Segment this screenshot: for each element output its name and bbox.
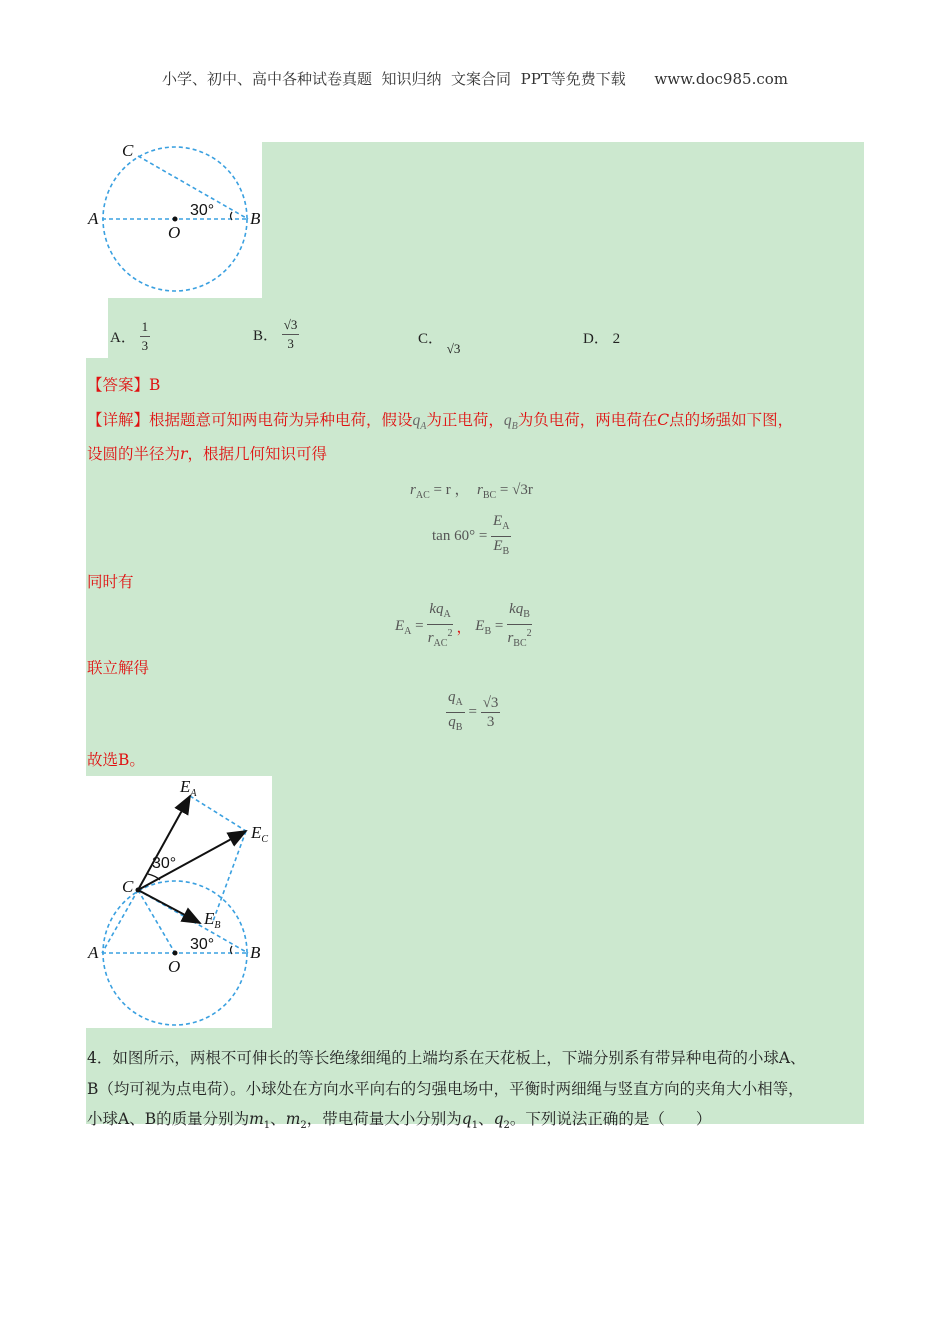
label-A: A	[88, 209, 99, 228]
q4-line-3	[87, 1107, 711, 1131]
eq2-num-sub: A	[502, 521, 510, 532]
eq3-EA-sub: A	[404, 625, 412, 637]
eq2-left: tan 60° =	[432, 528, 488, 544]
q4-line-1: 4．如图所示，两根不可伸长的等长绝缘细绳的上端均系在天花板上，下端分别系有带异种电荷的小球A、	[87, 1049, 806, 1067]
svg-text:EA	[179, 777, 197, 799]
eq4-den: q	[448, 714, 456, 730]
eq4-rhs-num: √3	[482, 695, 499, 711]
label2-A: A	[88, 943, 99, 962]
option-b-den: 3	[287, 336, 294, 351]
page-header: 小学、初中、高中各种试卷真题 知识归纳 文案合同 PPT等免费下载 www.doc985.com	[161, 70, 788, 88]
options-white-strip	[86, 298, 108, 358]
qA-sub: A	[420, 421, 427, 433]
eq3-EB-sub: B	[484, 625, 492, 637]
eq3-EB-num: kq	[509, 601, 524, 617]
qB-sub: B	[511, 421, 518, 433]
equation-r	[410, 478, 533, 501]
option-c-key: C．	[418, 331, 444, 347]
label-C: C	[122, 142, 134, 160]
q4-m1-sub: 1	[263, 1120, 271, 1132]
lianli-label: 联立解得	[87, 659, 150, 677]
tongshi-label: 同时有	[87, 573, 134, 591]
eq2-num: E	[493, 513, 503, 529]
equation-result: $\frac{q_A}{q_B}$ = $\frac{√3}{3}$	[448, 689, 499, 733]
q4-m2-sub: 2	[300, 1120, 307, 1132]
q4-q1: q	[461, 1110, 472, 1128]
q4-q2: q	[493, 1110, 504, 1128]
eq3-EA-den-sub: AC	[433, 638, 448, 649]
eq1-sub-BC: BC	[482, 490, 497, 501]
label-EC: E	[251, 823, 262, 842]
label2-angle-2: 30°	[190, 936, 215, 953]
option-d-val: 2	[612, 331, 621, 347]
eq4-num: q	[448, 689, 456, 705]
q4-q2-sub: 2	[503, 1120, 510, 1132]
figure-field-vectors	[86, 776, 272, 1028]
svg-text:EC	[250, 823, 268, 845]
q4-sep-2: 、	[478, 1110, 494, 1128]
radius-r: r	[180, 445, 188, 463]
answer-line: 【答案】B	[87, 376, 161, 394]
qB-symbol: q	[503, 412, 512, 429]
option-b	[253, 316, 299, 353]
eq1-rAC: r	[410, 482, 416, 498]
eq3-EB-den-sub: BC	[513, 638, 527, 649]
label2-C: C	[122, 877, 134, 896]
label2-angle-1: 30°	[152, 855, 177, 872]
detail-text-1b: 为正电荷，	[426, 411, 504, 429]
eq3-EA-den: r	[427, 630, 434, 646]
option-d-key: D．	[583, 331, 609, 347]
q4-text-3c: 。下列说法正确的是（ ）	[509, 1110, 712, 1128]
option-a-key: A．	[110, 330, 136, 346]
eq3-EB: E	[475, 618, 485, 634]
label-EA: E	[180, 777, 191, 796]
eq4-rhs-den: 3	[486, 714, 495, 730]
eq3-EA-num: kq	[429, 601, 444, 617]
detail-text-2b: ，根据几何知识可得	[187, 445, 327, 463]
circle-diagram-1	[86, 142, 262, 298]
eq3-EA-num-sub: A	[443, 609, 451, 620]
option-a	[110, 318, 150, 355]
eq1-eq-sqrt3r: = √3r	[496, 482, 533, 498]
q4-m1: m	[249, 1110, 264, 1128]
option-c-val: √3	[446, 341, 461, 356]
highlight-band-fig2	[272, 776, 864, 1028]
conclusion-line: 故选B。	[87, 751, 145, 769]
q4-q1-sub: 1	[471, 1120, 479, 1132]
equation-field: $E_A$ = $\frac{kq_A}{r_{AC}^2}$ ， $E_B$ = $\frac{kq_B}{r_{BC}^2}$	[395, 601, 532, 649]
eq3-EA-den-sup: 2	[447, 628, 453, 639]
label-EC-sub: C	[261, 834, 269, 845]
label-O: O	[168, 223, 181, 242]
option-a-num: 1	[140, 318, 151, 337]
qA-symbol: q	[412, 412, 421, 429]
detail-text-1a: 根据题意可知两电荷为异种电荷，假设	[149, 411, 413, 429]
field-vector-diagram	[86, 776, 272, 1028]
q4-sep-1: 、	[270, 1110, 286, 1128]
detail-line-1	[87, 408, 793, 432]
eq3-EB-den: r	[507, 630, 514, 646]
figure-circle-1	[86, 142, 262, 298]
eq2-den-sub: B	[502, 546, 510, 557]
q4-line-2: B（均可视为点电荷）。小球处在方向水平向右的匀强电场中，平衡时两细绳与竖直方向的夹角大小相等，	[87, 1080, 804, 1098]
detail-text-1c: 为负电荷，两电荷在	[517, 411, 658, 429]
label-EB: E	[204, 909, 215, 928]
detail-text-2a: 设圆的半径为	[87, 445, 181, 463]
q4-text-3a: 小球A、B的质量分别为	[87, 1110, 250, 1128]
label-B: B	[250, 209, 261, 228]
detail-text-1d: 点的场强如下图，	[669, 411, 794, 429]
eq1-eq-r: = r ，	[429, 482, 470, 498]
eq4-num-sub: A	[455, 697, 463, 708]
q4-m2: m	[285, 1110, 301, 1128]
label-angle: 30°	[190, 202, 215, 219]
equation-tan	[432, 512, 511, 561]
eq3-EB-den-sup: 2	[526, 628, 532, 639]
eq3-comma: ，	[456, 620, 472, 636]
highlight-band-top	[262, 142, 864, 298]
eq3-EA: E	[395, 618, 405, 634]
eq1-rBC: r	[476, 482, 483, 498]
q4-text-3b: ，带电荷量大小分别为	[306, 1110, 462, 1128]
label-EA-sub: A	[190, 788, 197, 799]
label2-B: B	[250, 943, 261, 962]
eq3-EB-num-sub: B	[523, 609, 530, 620]
option-d	[583, 327, 620, 348]
label2-O: O	[168, 957, 181, 976]
label-EB-sub: B	[214, 920, 221, 931]
option-b-num: √3	[282, 316, 300, 335]
detail-line-2	[87, 442, 327, 464]
option-c	[418, 327, 461, 356]
point-C: C	[657, 411, 670, 429]
svg-text:EB	[203, 909, 221, 931]
eq2-den: E	[493, 538, 503, 554]
eq4-den-sub: B	[455, 722, 463, 733]
detail-tag: 【详解】	[87, 411, 150, 429]
option-a-den: 3	[141, 338, 149, 353]
eq1-sub-AC: AC	[415, 490, 430, 501]
option-b-key: B．	[253, 328, 279, 344]
